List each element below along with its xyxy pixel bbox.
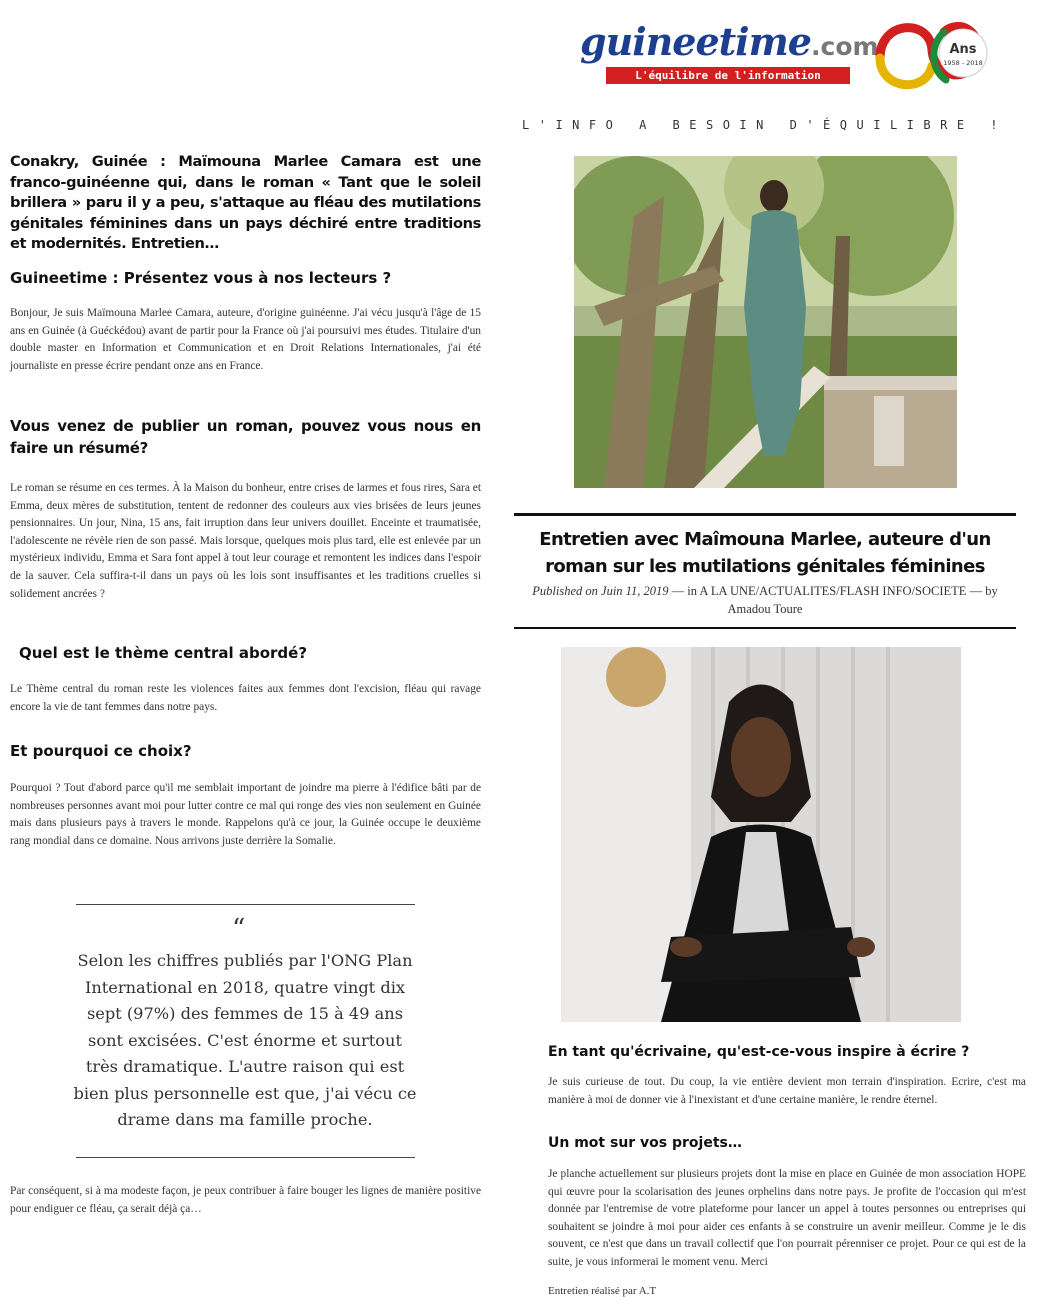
quote-divider-top — [76, 904, 415, 905]
author-photo-outdoor — [574, 156, 957, 488]
article-intro: Conakry, Guinée : Maïmouna Marlee Camara est une franco-guinéenne qui, dans le roman « Tant que le soleil brillera » paru il y a peu, s'attaque au fléau des mutilations génitales féminines dans un pays déchiré entre traditions et modernités. Entretien… — [10, 153, 481, 252]
question-3: Quel est le thème central abordé? — [19, 644, 308, 662]
article-meta — [514, 582, 1016, 618]
quote-divider-bottom — [76, 1157, 415, 1158]
article-categories[interactable]: A LA UNE/ACTUALITES/FLASH INFO/SOCIETE — [699, 584, 967, 598]
title-rule-bottom — [514, 627, 1016, 629]
answer-2: Le roman se résume en ces termes. À la Maison du bonheur, entre crises de larmes et fous rires, Sara et Emma, deux mères de substitution, tentent de redonner des couleurs aux vies brisées de leurs jeunes pensionnaires. Un jour, Nina, 15 ans, fait irruption dans leur univers douillet. Enceinte et traumatisée, l'adolescente ne révèle rien de son passé. Mais lorsque, quelques mois plus tard, elle est enlevée par un mystérieux individu, Emma et Sara font appel à tout leur courage et remontent les indices dans l'espoir de la sauver. Cela suffira-t-il dans un pays où les lois sont insuffisantes et les traditions cruelles si solidement ancrées ? — [10, 482, 481, 600]
author-photo-portrait — [561, 647, 961, 1022]
question-4: Et pourquoi ce choix? — [10, 742, 192, 760]
answer-4: Pourquoi ? Tout d'abord parce qu'il me semblait important de joindre ma pierre à l'édifice bâti par de nombreuses personnes avant moi pour lutter contre ce mal qui ronge des vies non seulement en Guinée mais dans plusieurs pays à travers le monde. Rappelons qu'à ce jour, la Guinée occupe le deuxième rang mondial dans ce domaine. Nous arrivons juste derrière la Somalie. — [10, 782, 481, 847]
byline-prefix: — by — [969, 584, 998, 598]
logo-domain: .com — [811, 32, 879, 61]
published-label: Published on — [532, 584, 598, 598]
publish-date: Juin 11, 2019 — [601, 584, 669, 598]
question-1: Guineetime : Présentez vous à nos lecteurs ? — [10, 269, 392, 287]
article-title: Entretien avec Maîmouna Marlee, auteure d'un roman sur les mutilations génitales féminines — [539, 529, 991, 577]
question-6: Un mot sur vos projets… — [548, 1135, 742, 1151]
anniversary-years: 1958 - 2018 — [943, 59, 983, 67]
question-5: En tant qu'écrivaine, qu'est-ce-vous inspire à écrire ? — [548, 1044, 970, 1060]
quote-mark-icon: “ — [232, 914, 246, 944]
closing-paragraph: Par conséquent, si à ma modeste façon, je peux contribuer à faire bouger les lignes de manière positive pour endiguer ce fléau, ça serait déjà ça… — [10, 1185, 481, 1215]
article-author[interactable]: Amadou Toure — [727, 602, 803, 616]
title-rule-top — [514, 513, 1016, 516]
anniversary-emblem — [860, 10, 990, 100]
logo-wordmark: guineetime — [580, 19, 811, 64]
answer-6: Je planche actuellement sur plusieurs projets dont la mise en place en Guinée de mon association HOPE qui œuvre pour la scolarisation des jeunes orphelins dans notre pays. Je profite de l'occasion qui m'est donnée par l'entremise de votre plateforme pour lancer un appel à toutes personnes ou entreprises qui souhaitent se joindre à moi pour aider ces enfants à se construire un avenir meilleur. Comme je le dis souvent, ce n'est que dans un travail collectif que l'on pourrait pérenniser ce projet. Pour ce qui est de la suite, je vous informerai le moment venu. Merci — [548, 1168, 1026, 1268]
question-2: Vous venez de publier un roman, pouvez vous nous en faire un résumé? — [10, 417, 481, 457]
answer-1: Bonjour, Je suis Maïmouna Marlee Camara, auteure, d'origine guinéenne. J'ai vécu jusqu'à l'âge de 15 ans en Guinée (à Guéckédou) avant de partir pour la France où j'ai poursuivi mes études. Titulaire d'un double master en Information et Communication et en Droit Relations Internationales, j'ai été journaliste en presse écrire pendant onze ans en France. — [10, 307, 481, 372]
site-logo[interactable] — [576, 8, 879, 88]
anniversary-label: Ans — [949, 42, 977, 57]
categories-prefix: — in — [671, 584, 697, 598]
site-tagline: L'INFO A BESOIN D'ÉQUILIBRE ! — [522, 118, 1008, 132]
answer-5: Je suis curieuse de tout. Du coup, la vie entière devient mon terrain d'inspiration. Ecrire, c'est ma manière à moi de donner vie à l'inexistant et d'une certaine manière, le rendre éternel. — [548, 1076, 1026, 1106]
logo-slogan: L'équilibre de l'information — [606, 67, 850, 84]
interview-credit: Entretien réalisé par A.T — [548, 1285, 657, 1297]
pull-quote: Selon les chiffres publiés par l'ONG Plan International en 2018, quatre vingt dix sept (97%) des femmes de 15 à 49 ans sont excisées. C'est énorme et surtout très dramatique. L'autre raison qui est bien plus personnelle est que, j'ai vécu ce drame dans ma famille proche. — [73, 951, 417, 1129]
answer-3: Le Thème central du roman reste les violences faites aux femmes dont l'excision, fléau qui ravage encore la vie de tant femmes dans notre pays. — [10, 683, 481, 713]
